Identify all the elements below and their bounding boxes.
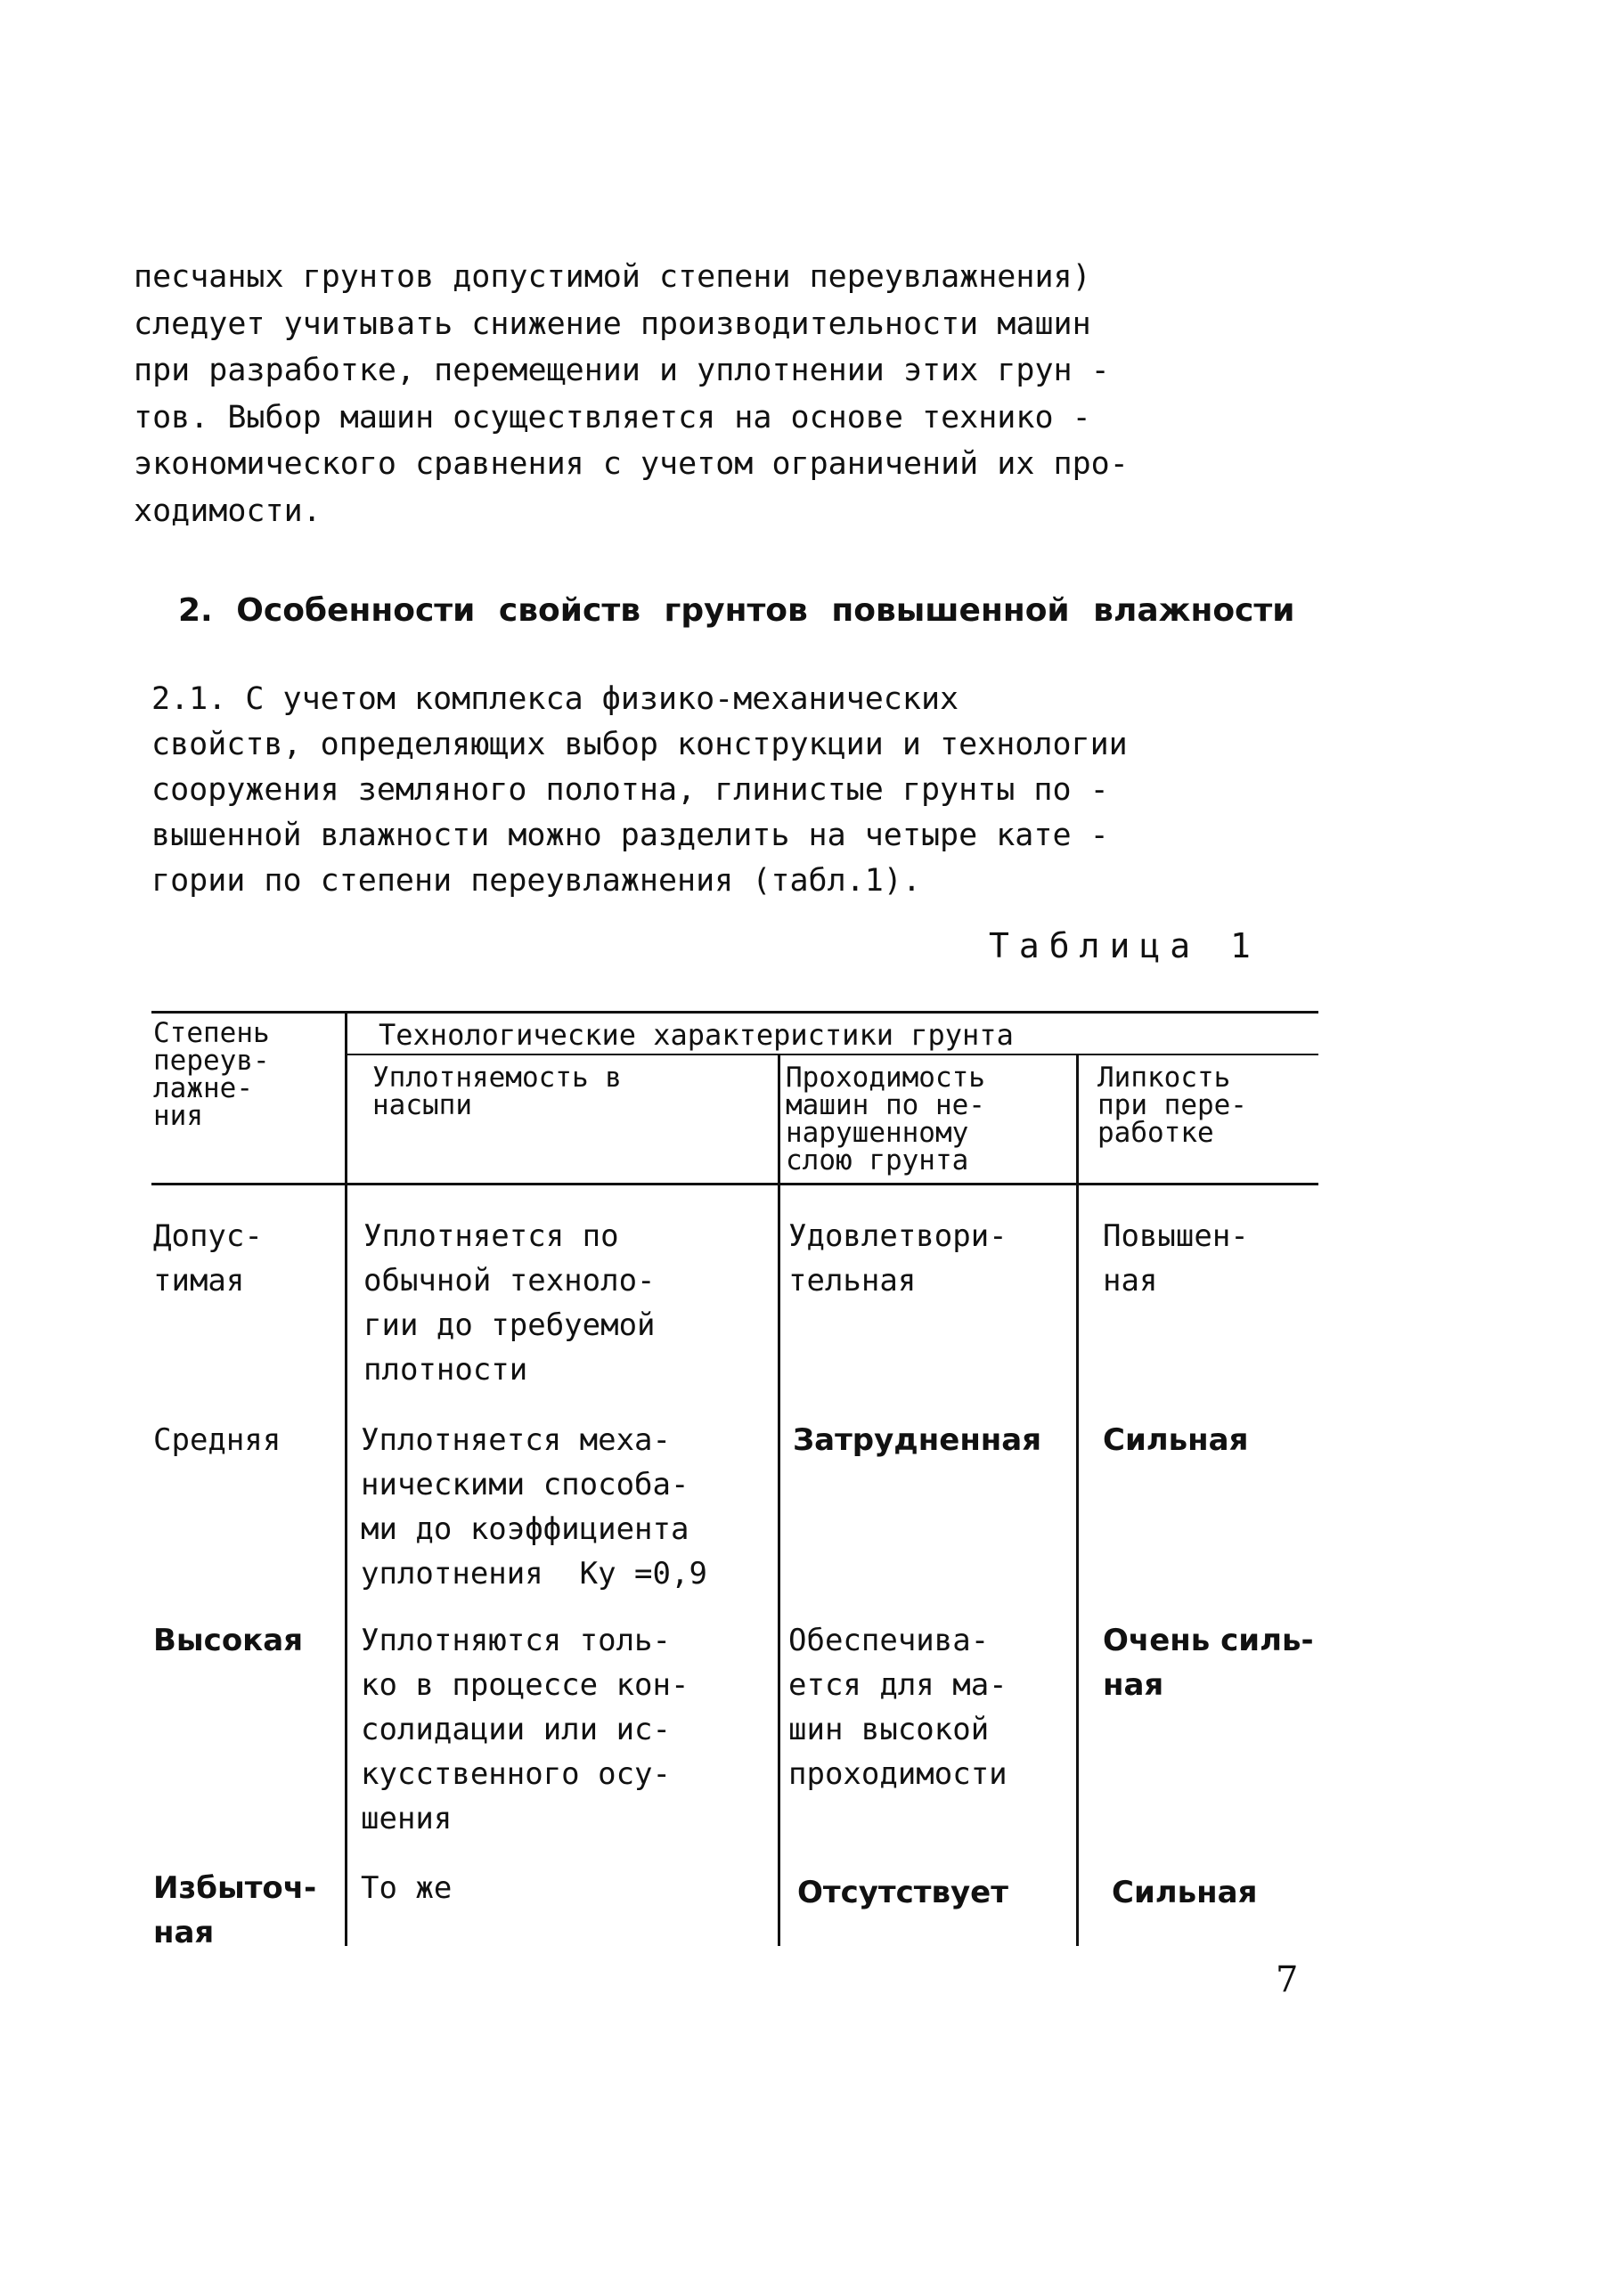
table-col-divider-2 bbox=[778, 1055, 780, 1946]
table-header-passability: Проходимость машин по не- нарушенному слою грунта bbox=[786, 1062, 985, 1176]
row-2-stickiness: Сильная bbox=[1103, 1422, 1249, 1458]
row-2-compactability: Уплотняется меха- ническими способа- ми до коэффициента уплотнения Ку =0,9 bbox=[361, 1422, 707, 1592]
row-1-stickiness: Повышен- ная bbox=[1103, 1218, 1249, 1299]
table-caption: Таблица 1 bbox=[989, 926, 1260, 965]
row-3-passability: Обеспечива- ется для ма- шин высокой проходимости bbox=[788, 1623, 1008, 1792]
table-header-compactability: Уплотняемость в насыпи bbox=[372, 1062, 622, 1121]
row-3-stickiness: Очень силь- ная bbox=[1103, 1623, 1314, 1703]
row-1-compactability: Уплотняется по обычной техноло- гии до требуемой плотности bbox=[363, 1218, 656, 1388]
row-4-passability: Отсутствует bbox=[797, 1875, 1008, 1910]
table-header-rule bbox=[151, 1183, 1318, 1185]
table-top-rule bbox=[151, 1011, 1318, 1014]
row-3-degree: Высокая bbox=[153, 1623, 304, 1658]
page-number: 7 bbox=[1276, 1959, 1299, 2000]
row-1-degree: Допус- тимая bbox=[153, 1218, 263, 1299]
row-2-degree: Средняя bbox=[153, 1422, 281, 1458]
row-4-stickiness: Сильная bbox=[1112, 1875, 1258, 1910]
row-3-compactability: Уплотняются толь- ко в процессе кон- солидации или ис- кусственного осу- шения bbox=[361, 1623, 689, 1836]
table-header-group: Технологические характеристики грунта bbox=[379, 1018, 1014, 1052]
table-header-stickiness: Липкость при пере- работке bbox=[1097, 1062, 1247, 1149]
row-4-compactability: То же bbox=[361, 1870, 453, 1906]
table-group-rule bbox=[347, 1054, 1318, 1055]
row-2-passability: Затрудненная bbox=[793, 1422, 1042, 1458]
table-col-divider-1 bbox=[345, 1011, 347, 1946]
table-header-degree: Степень переув- лажне- ния bbox=[153, 1017, 270, 1132]
paragraph-2-1: 2.1. С учетом комплекса физико-механических свойств, определяющих выбор конструкции и технологии сооружения земляного полотна, глинистые грунты по - вышенной влажности можно разделить на четыре кате - гории по степени переувлажнения (табл.1). bbox=[151, 681, 1128, 899]
row-4-degree: Избыточ- ная bbox=[153, 1870, 317, 1950]
section-heading: 2. Особенности свойств грунтов повышенной влажности bbox=[178, 592, 1295, 629]
row-1-passability: Удовлетвори- тельная bbox=[788, 1218, 1008, 1299]
table-col-divider-3 bbox=[1076, 1055, 1079, 1946]
paragraph-continuation: песчаных грунтов допустимой степени переувлажнения) следует учитывать снижение производительности машин при разработке, перемещении и уплотнении этих грун - тов. Выбор машин осуществляется на основе технико - экономического сравнения с учетом ограничений их про- ходимости. bbox=[134, 259, 1129, 529]
